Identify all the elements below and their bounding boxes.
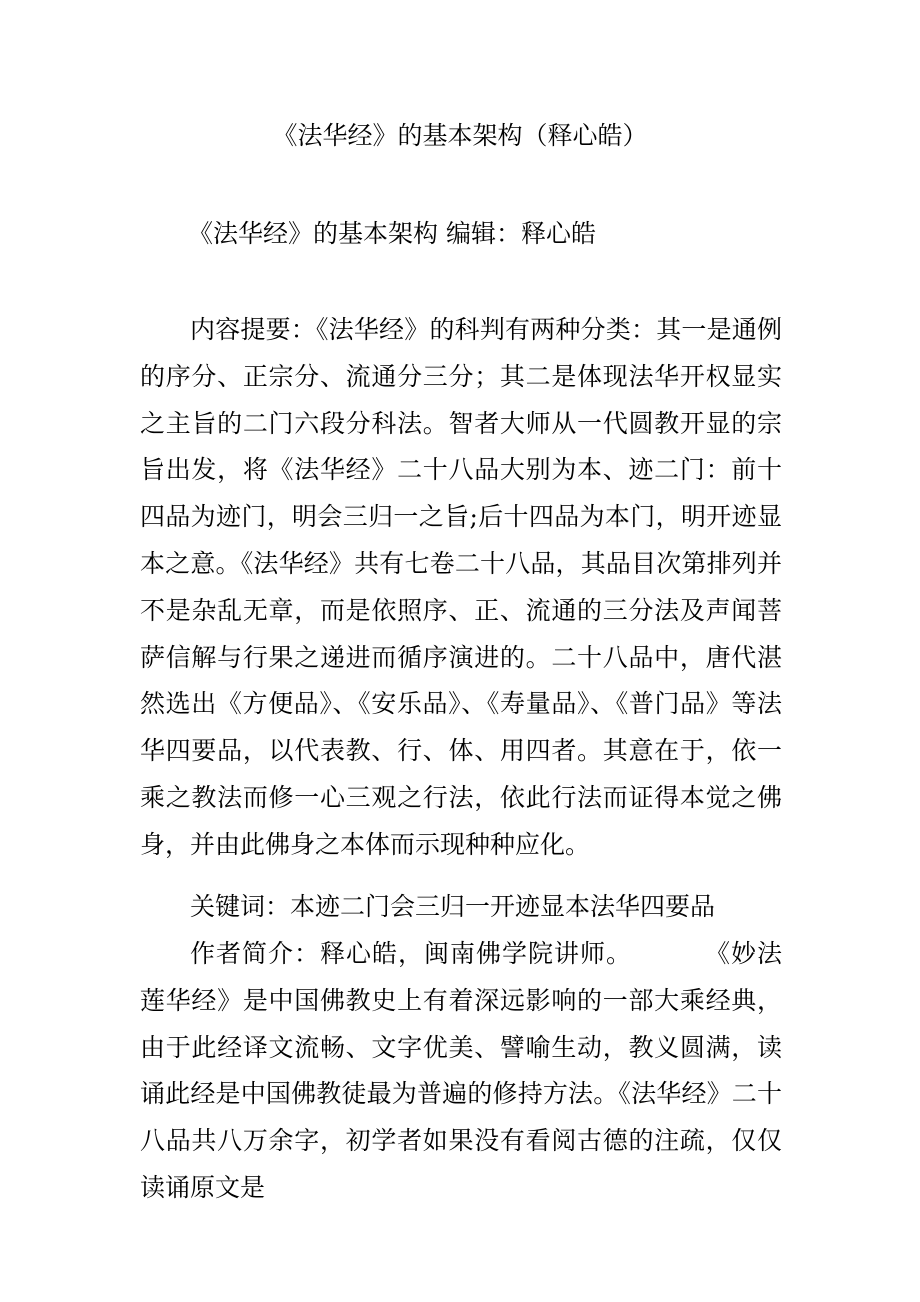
document-subheading: 《法华经》的基本架构 编辑：释心皓 — [188, 219, 596, 248]
summary-paragraph: 内容提要：《法华经》的科判有两种分类：其一是通例的序分、正宗分、流通分三分；其二是体现法华开权显实之主旨的二门六段分科法。智者大师从一代圆教开显的宗旨出发，将《法华经》二十八品大别为本、迹二门：前十四品为迹门，明会三归一之旨;后十四品为本门，明开迹显本之意。《法华经》共有七卷二十八品，其品目次第排列并不是杂乱无章，而是依照序、正、流通的三分法及声闻菩萨信解与行果之递进而循序演进的。二十八品中，唐代湛然选出《方便品》、《安乐品》、《寿量品》、《普门品》等法华四要品，以代表教、行、体、用四者。其意在于，依一乘之教法而修一心三观之行法，依此行法而证得本觉之佛身，并由此佛身之本体而示现种种应化。 — [140, 315, 782, 859]
document-title: 《法华经》的基本架构（释心皓） — [272, 121, 648, 150]
keywords-paragraph: 关键词：本迹二门会三归一开迹显本法华四要品 — [190, 892, 716, 921]
author-intro: 作者简介：释心皓，闽南佛学院讲师。 — [190, 939, 632, 968]
body-text-start: 《妙法莲华经》是中国佛教史上有着深远影响的一部大乘经典，由于此经译文流畅、文字优美、譬喻生动，教义圆满，读诵此经是中国佛教徒最为普遍的修持方法。《法华经》二十八品共八万余字，初学者如果没有看阅古德的注疏，仅仅读诵原文是 — [140, 939, 782, 1202]
author-paragraph — [140, 931, 782, 1212]
